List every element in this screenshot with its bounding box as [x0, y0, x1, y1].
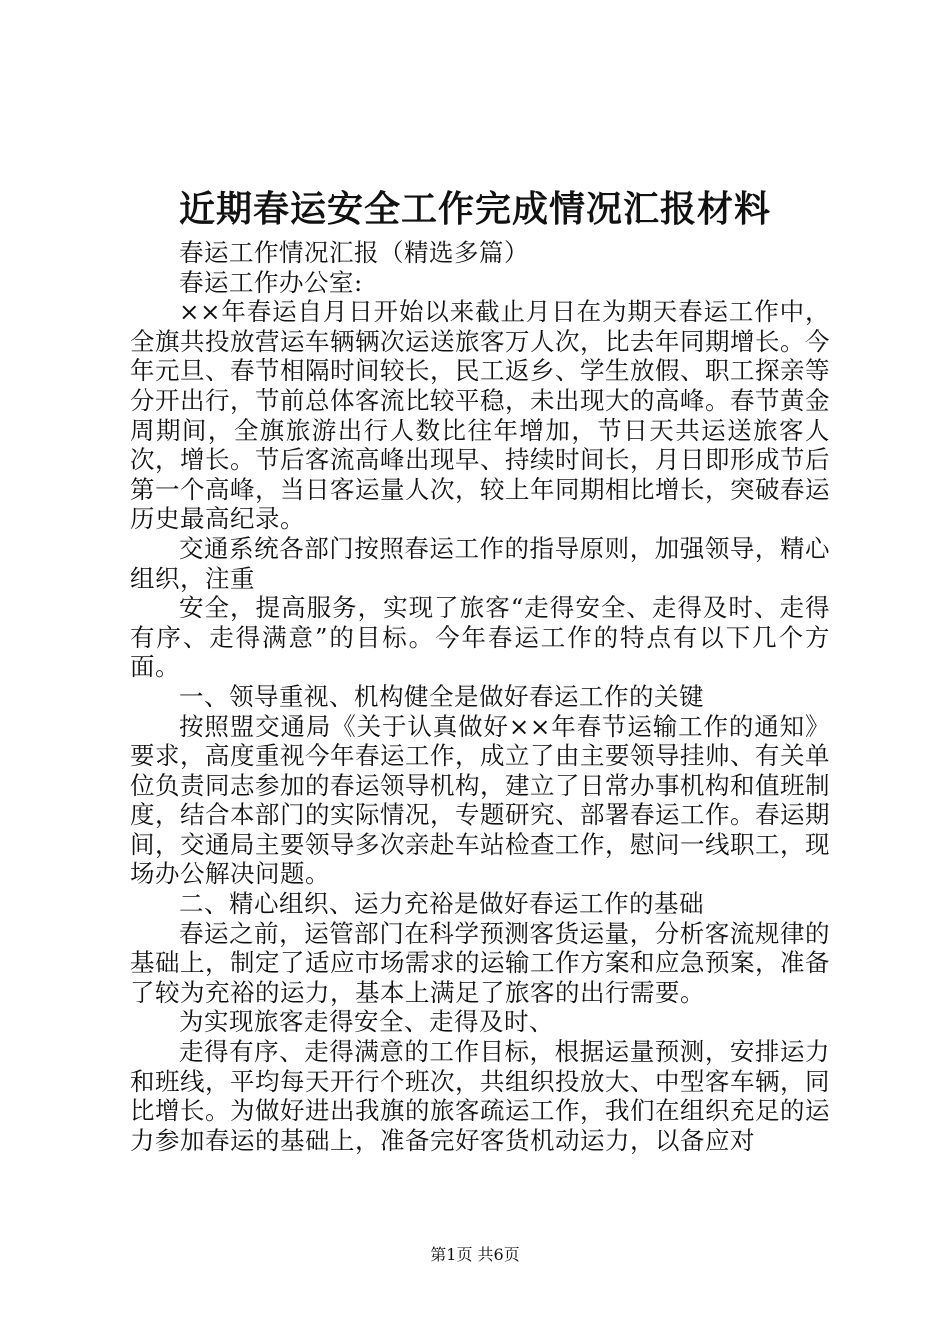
page-number-footer: 第1页 共6页: [430, 1245, 520, 1264]
document-body: [130, 238, 830, 1155]
paragraph: 走得有序、走得满意的工作目标，根据运量预测，安排运力和班线，平均每天开行个班次，共组织投放大、中型客车辆，同比增长。为做好进出我旗的旅客疏运工作，我们在组织充足的运力参加春运的基础上，准备完好客货机动运力，以备应对: [130, 1037, 830, 1155]
paragraph: 为实现旅客走得安全、走得及时、: [179, 1007, 554, 1037]
paragraph: 春运工作情况汇报（精选多篇）: [179, 238, 529, 267]
paragraph: 春运之前，运管部门在科学预测客货运量，分析客流规律的基础上，制定了适应市场需求的运输工作方案和应急预案，准备了较为充裕的运力，基本上满足了旅客的出行需要。: [130, 918, 830, 1007]
section-heading: 二、精心组织、运力充裕是做好春运工作的基础: [179, 889, 704, 919]
paragraph: ××年春运自月日开始以来截止月日在为期天春运工作中，全旗共投放营运车辆辆次运送旅客万人次，比去年同期增长。今年元旦、春节相隔时间较长，民工返乡、学生放假、职工探亲等分开出行，节前总体客流比较平稳，未出现大的高峰。春节黄金周期间，全旗旅游出行人数比往年增加，节日天共运送旅客人次，增长。节后客流高峰出现早、持续时间长，月日即形成节后第一个高峰，当日客运量人次，较上年同期相比增长，突破春运历史最高纪录。: [130, 297, 830, 534]
section-heading: 一、领导重视、机构健全是做好春运工作的关键: [179, 681, 704, 711]
paragraph: 交通系统各部门按照春运工作的指导原则，加强领导，精心组织，注重: [130, 533, 830, 593]
paragraph: 安全，提高服务，实现了旅客“走得安全、走得及时、走得有序、走得满意”的目标。今年春运工作的特点有以下几个方面。: [130, 593, 830, 682]
document-title: 近期春运安全工作完成情况汇报材料: [178, 188, 771, 230]
paragraph: 春运工作办公室:: [179, 267, 363, 297]
paragraph: 按照盟交通局《关于认真做好××年春节运输工作的通知》要求，高度重视今年春运工作，成立了由主要领导挂帅、有关单位负责同志参加的春运领导机构，建立了日常办事机构和值班制度，结合本部门的实际情况，专题研究、部署春运工作。春运期间，交通局主要领导多次亲赴车站检查工作，慰问一线职工，现场办公解决问题。: [130, 711, 830, 889]
